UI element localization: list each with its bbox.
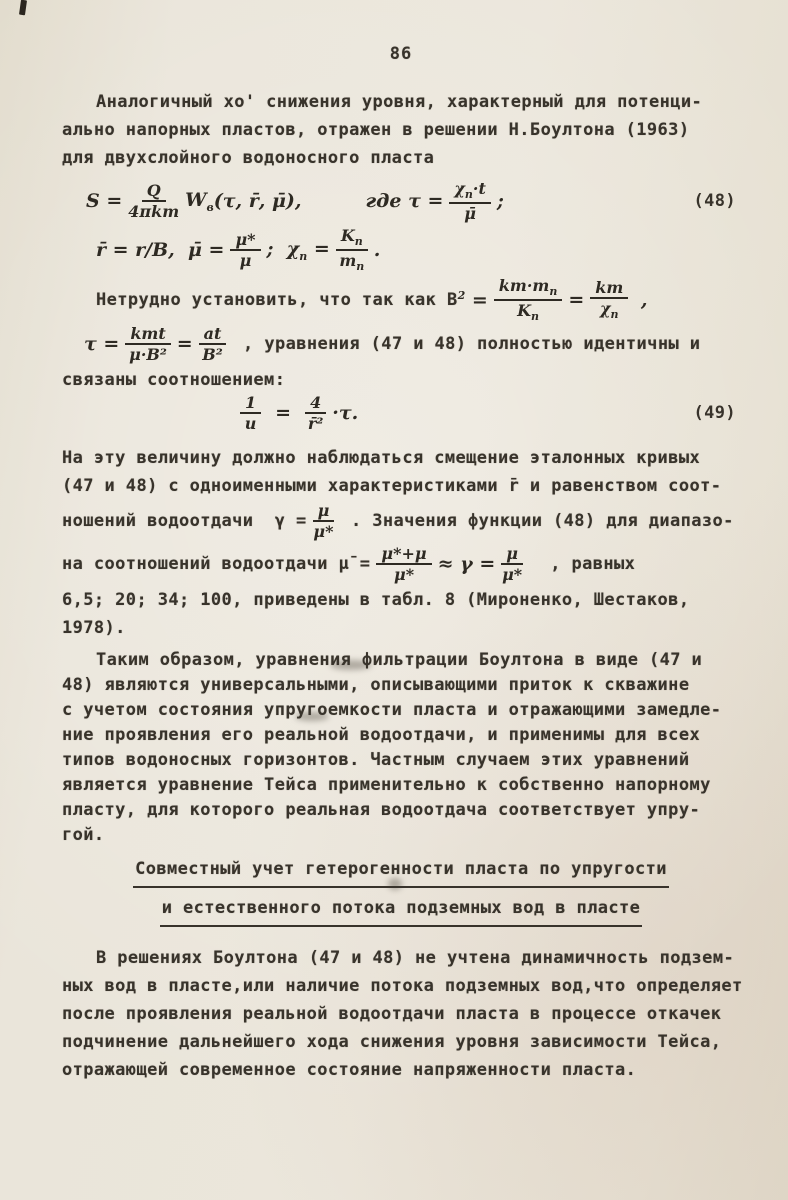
fraction-denominator: B² bbox=[202, 345, 223, 364]
page-number: 86 bbox=[389, 44, 413, 64]
text-line: подчинение дальнейшего хода снижения уровня зависимости Тейса, bbox=[62, 1032, 722, 1052]
section-heading bbox=[62, 856, 740, 934]
fraction-numerator: 1 bbox=[240, 394, 261, 414]
text-segment: . Значения функции (48) для диапазо- bbox=[340, 511, 734, 531]
scan-artifact bbox=[19, 0, 27, 15]
text-line: после проявления реальной водоотдачи пласта в процессе откачек bbox=[62, 1004, 722, 1024]
fraction-denominator: μ* bbox=[393, 565, 415, 584]
chi-symbol: ; $\chi_п$ = bbox=[266, 237, 330, 263]
where-clause: где τ = bbox=[365, 190, 444, 212]
equals-sign: = bbox=[275, 402, 292, 424]
formula-punctuation: . bbox=[373, 239, 381, 261]
approx-equals: ≈ γ = bbox=[437, 553, 496, 575]
fraction bbox=[494, 277, 563, 323]
equation-49 bbox=[62, 388, 740, 438]
text-line: ние проявления его реальной водоотдачи, и применимы для всех bbox=[62, 725, 701, 745]
formula-punctuation: , bbox=[634, 289, 648, 311]
text-segment: ношений водоотдачи γ = bbox=[62, 511, 307, 531]
fraction-numerator: μ bbox=[313, 502, 335, 522]
fraction-numerator: $K_п$ bbox=[336, 227, 368, 251]
fraction-denominator: u bbox=[244, 414, 257, 433]
well-function-symbol: $W_в$ bbox=[185, 188, 214, 214]
paragraph-intro bbox=[62, 88, 740, 172]
text-line: ально напорных пластов, отражен в решении Н.Боултона (1963) bbox=[62, 120, 690, 140]
text-segment: , уравнения (47 и 48) полностью идентичны и bbox=[232, 334, 701, 354]
fraction-numerator: at bbox=[199, 325, 227, 345]
b-squared: $^2$ = bbox=[457, 288, 488, 312]
text-line: Таким образом, уравнения фильтрации Боултона в виде (47 и bbox=[96, 650, 703, 670]
text-segment: , равных bbox=[528, 554, 636, 574]
fraction bbox=[313, 502, 335, 541]
mixed-line bbox=[62, 275, 740, 324]
text-line: ных вод в пласте,или наличие потока подземных вод,что определяет bbox=[62, 976, 743, 996]
fraction bbox=[376, 545, 431, 584]
fraction-numerator: Q bbox=[142, 182, 166, 202]
text-line: Аналогичный хо' снижения уровня, характерный для потенци- bbox=[96, 92, 703, 112]
text-line: 6,5; 20; 34; 100, приведены в табл. 8 (Мироненко, Шестаков, bbox=[62, 590, 690, 610]
text-line: (47 и 48) с одноименными характеристиками r̄ и равенством соот- bbox=[62, 476, 722, 496]
fraction-denominator: μ·B² bbox=[129, 345, 167, 364]
equation-48 bbox=[62, 176, 740, 274]
formula-arguments: (τ, r̄, μ̄), bbox=[213, 190, 302, 212]
text-line: типов водоносных горизонтов. Частным случаем этих уравнений bbox=[62, 750, 690, 770]
fraction-denominator: $K_п$ bbox=[517, 301, 539, 324]
fraction bbox=[230, 231, 260, 270]
fraction bbox=[590, 279, 628, 321]
equation-49-line bbox=[62, 388, 740, 438]
text-line: пласту, для которого реальная водоотдача соответствует упру- bbox=[62, 800, 701, 820]
mixed-line bbox=[62, 542, 740, 586]
fraction bbox=[199, 325, 227, 364]
mixed-line bbox=[62, 322, 740, 366]
fraction bbox=[125, 325, 170, 364]
fraction-numerator: 4 bbox=[305, 394, 326, 414]
fraction bbox=[501, 545, 523, 584]
fraction-numerator: km bbox=[590, 279, 628, 299]
text-segment: Нетрудно установить, что так как B bbox=[96, 290, 458, 310]
fraction bbox=[449, 180, 491, 222]
text-line: гой. bbox=[62, 825, 105, 845]
text-line: На эту величину должно наблюдаться смещение эталонных кривых bbox=[62, 448, 701, 468]
fraction bbox=[336, 227, 368, 273]
fraction-denominator: r̄² bbox=[307, 414, 324, 433]
fraction bbox=[128, 182, 179, 221]
text-line: для двухслойного водоносного пласта bbox=[62, 148, 435, 168]
equation-48-line-1 bbox=[62, 176, 740, 226]
equation-number: (48) bbox=[693, 191, 736, 211]
fraction-denominator: $\chi_п$ bbox=[599, 299, 619, 322]
heading-line: Совместный учет гетерогенности пласта по упругости bbox=[133, 856, 669, 888]
paragraph-identity bbox=[62, 275, 740, 394]
equals-sign: = bbox=[176, 333, 193, 355]
formula-punctuation: ; bbox=[496, 190, 504, 212]
fraction-numerator: $\chi_п\cdot t$ bbox=[449, 180, 491, 204]
fraction-denominator: μ* bbox=[313, 522, 334, 541]
equation-48-line-2 bbox=[62, 226, 740, 274]
fraction-denominator: 4πkm bbox=[128, 202, 180, 221]
formula-lhs: S = bbox=[86, 190, 123, 212]
text-line: связаны соотношением: bbox=[62, 370, 286, 390]
paragraph-shift bbox=[62, 444, 740, 642]
fraction-numerator: μ bbox=[501, 545, 523, 565]
fraction-denominator: μ* bbox=[502, 565, 523, 584]
text-line: 48) являются универсальными, описывающими приток к скважине bbox=[62, 675, 690, 695]
heading-line: и естественного потока подземных вод в пласте bbox=[160, 895, 643, 927]
text-line: В решениях Боултона (47 и 48) не учтена динамичность подзем- bbox=[96, 948, 735, 968]
text-line: с учетом состояния упругоемкости пласта и отражающими замедле- bbox=[62, 700, 722, 720]
text-line: является уравнение Тейса применительно к собственно напорному bbox=[62, 775, 711, 795]
formula-definitions: r̄ = r/B, μ̄ = bbox=[96, 239, 225, 261]
fraction-numerator: μ* bbox=[230, 231, 260, 251]
equation-number: (49) bbox=[693, 403, 736, 423]
formula-tail: ·τ. bbox=[332, 402, 359, 424]
text-segment: на соотношений водоотдачи μ̄ = bbox=[62, 554, 371, 574]
text-line: отражающей современное состояние напряженности пласта. bbox=[62, 1060, 637, 1080]
fraction bbox=[240, 394, 261, 433]
mixed-line bbox=[62, 500, 740, 542]
tau-definition: τ = bbox=[84, 333, 120, 355]
paragraph-dynamics bbox=[62, 944, 743, 1084]
fraction-numerator: kmt bbox=[125, 325, 170, 345]
equals-sign: = bbox=[568, 289, 585, 311]
fraction bbox=[305, 394, 326, 433]
fraction-denominator: μ̄ bbox=[464, 203, 476, 223]
text-line: 1978). bbox=[62, 618, 126, 638]
fraction-numerator: $km\cdot m_п$ bbox=[494, 277, 563, 301]
paragraph-universal bbox=[62, 648, 740, 848]
fraction-numerator: μ*+μ bbox=[376, 545, 431, 565]
fraction-denominator: $m_п$ bbox=[339, 251, 365, 274]
fraction-denominator: μ bbox=[239, 251, 252, 270]
